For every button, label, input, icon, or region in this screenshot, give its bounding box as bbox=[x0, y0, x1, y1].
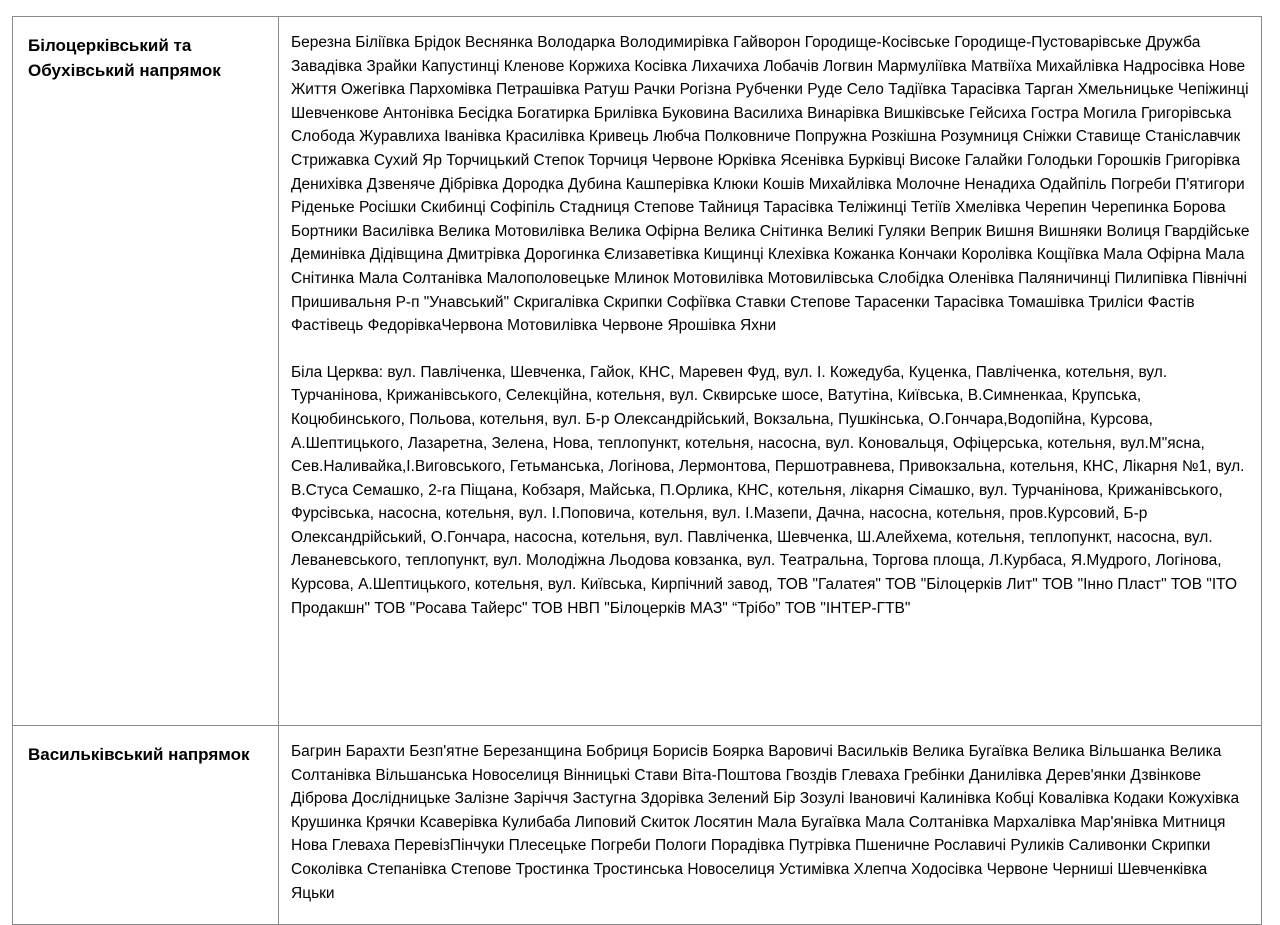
region-name-cell: Васильківський напрямок bbox=[13, 726, 279, 925]
table-row bbox=[13, 726, 1262, 925]
settlements-list: Березна Біліївка Брідок Веснянка Володарка Володимирівка Гайворон Городище-Косівське Городище-Пустоварівське Дружба Завадівка Зрайки Капустинці Кленове Коржиха Косівка Лихачиха Лобачів Логвин Мармуліївка Матвіїха Михайлівка Надросівка Нове Життя Ожегівка Пархомівка Петрашівка Ратуш Рачки Рогізна Рубченки Руде Село Тадіївка Тарасівка Тарган Хмельницьке Чепіжинці Шевченкове Антонівка Бесідка Богатирка Брилівка Буковина Василиха Винарівка Вишківське Гейсиха Гостра Могила Григорівська Слобода Журавлиха Іванівка Красилівка Кривець Любча Полковниче Попружна Розкішна Розумниця Сніжки Ставище Станіславчик Стрижавка Сухий Яр Торчицький Степок Торчиця Червоне Юрківка Ясенівка Бурківці Високе Галайки Голодьки Горошків Григорівка Денихівка Дзвеняче Дібрівка Дородка Дубина Кашперівка Клюки Кошів Михайлівка Молочне Ненадиха Одайпіль Погреби П'ятигори Ріденьке Росішки Скибинці Софіпіль Стадниця Степове Тайниця Тарасівка Теліжинці Тетіїв Хмелівка Черепин Черепинка Борова Бортники Василівка Велика Мотовилівка Велика Офірна Велика Снітинка Великі Гуляки Веприк Вишня Вишняки Волиця Гвардійське Деминівка Дідівщина Дмитрівка Дорогинка Єлизаветівка Кищинці Клехівка Кожанка Кончаки Королівка Кощіївка Мала Офірна Мала Снітинка Мала Солтанівка Малополовецьке Млинок Мотовилівка Мотовилівська Слобідка Оленівка Паляничинці Пилипівка Північні Пришивальня Р-п "Унавський" Скригалівка Скрипки Софіївка Ставки Степове Тарасенки Тарасівка Томашівка Триліси Фастів Фастівець ФедорівкаЧервона Мотовилівка Червоне Ярошівка Яхни bbox=[291, 34, 1250, 335]
regions-table bbox=[12, 16, 1262, 925]
table-row bbox=[13, 17, 1262, 726]
settlements-list: Багрин Барахти Безп'ятне Березанщина Бобриця Борисів Боярка Варовичі Васильків Велика Бугаївка Велика Вільшанка Велика Солтанівка Вільшанська Новоселиця Вінницькі Стави Віта-Поштова Гвоздів Глеваха Гребінки Данилівка Дерев'янки Дзвінкове Діброва Дослідницьке Залізне Заріччя Застугна Здорівка Зелений Бір Зозулі Івановичі Калинівка Кобці Ковалівка Кодаки Кожухівка Крушинка Крячки Ксаверівка Кулибаба Липовий Скиток Лосятин Мала Бугаївка Мала Солтанівка Мархалівка Мар'янівка Митниця Нова Глеваха ПеревізПінчуки Плесецьке Погреби Пологи Порадівка Путрівка Пшеничне Рославичі Руликів Саливонки Скрипки Соколівка Степанівка Степове Тростинка Тростинська Новоселиця Устимівка Хлепча Ходосівка Червоне Черниші Шевченківка Яцьки bbox=[291, 743, 1240, 902]
city-streets-list: Біла Церква: вул. Павліченка, Шевченка, Гайок, КНС, Маревен Фуд, вул. І. Кожедуба, Куценка, Павліченка, котельня, вул. Турчанінова, Крижанівського, Селекційна, котельня, вул. Сквирське шосе, Ватутіна, Київська, В.Симненкаа, Крупська, Коцюбинського, Польова, котельня, вул. Б-р Олександрійський, Вокзальна, Пушкінська, О.Гончара,Водопійна, Курсова, А.Шептицького, Лазаретна, Зелена, Нова, теплопункт, котельня, насосна, вул. Коновальця, Офіцерська, котельня, вул.М"ясна, Сев.Наливайка,І.Виговського, Гетьманська, Логінова, Лермонтова, Першотравнева, Привокзальна, котельня, КНС, Лікарня №1, вул. В.Стуса Семашко, 2-га Піщана, Кобзаря, Майська, П.Орлика, КНС, котельня, лікарня Сімашко, вул. Турчанінова, Крижанівського, Фурсівська, насосна, котельня, вул. І.Поповича, котельня, вул. І.Мазепи, Дачна, насосна, котельня, пров.Курсовий, Б-р Олександрійський, О.Гончара, насосна, котельня, вул. Павліченка, Шевченка, Ш.Алейхема, котельня, теплопункт, насосна, вул. Леваневського, теплопункт, вул. Молодіжна Льодова ковзанка, вул. Театральна, Торгова площа, Л.Курбаса, Я.Мудрого, Логінова, Курсова, А.Шептицького, котельня, вул. Київська, Кирпічний завод, ТОВ "Галатея" ТОВ "Білоцерків Лит" ТОВ "Інно Пласт" ТОВ "ІТО Продакшн" ТОВ "Росава Тайерс" ТОВ НВП "Білоцерків МАЗ" “Трібо” ТОВ "ІНТЕР-ГТВ" bbox=[291, 363, 1245, 617]
settlements-cell bbox=[279, 726, 1262, 925]
settlements-cell bbox=[279, 17, 1262, 726]
region-name-cell: Білоцерківський та Обухівський напрямок bbox=[13, 17, 279, 726]
